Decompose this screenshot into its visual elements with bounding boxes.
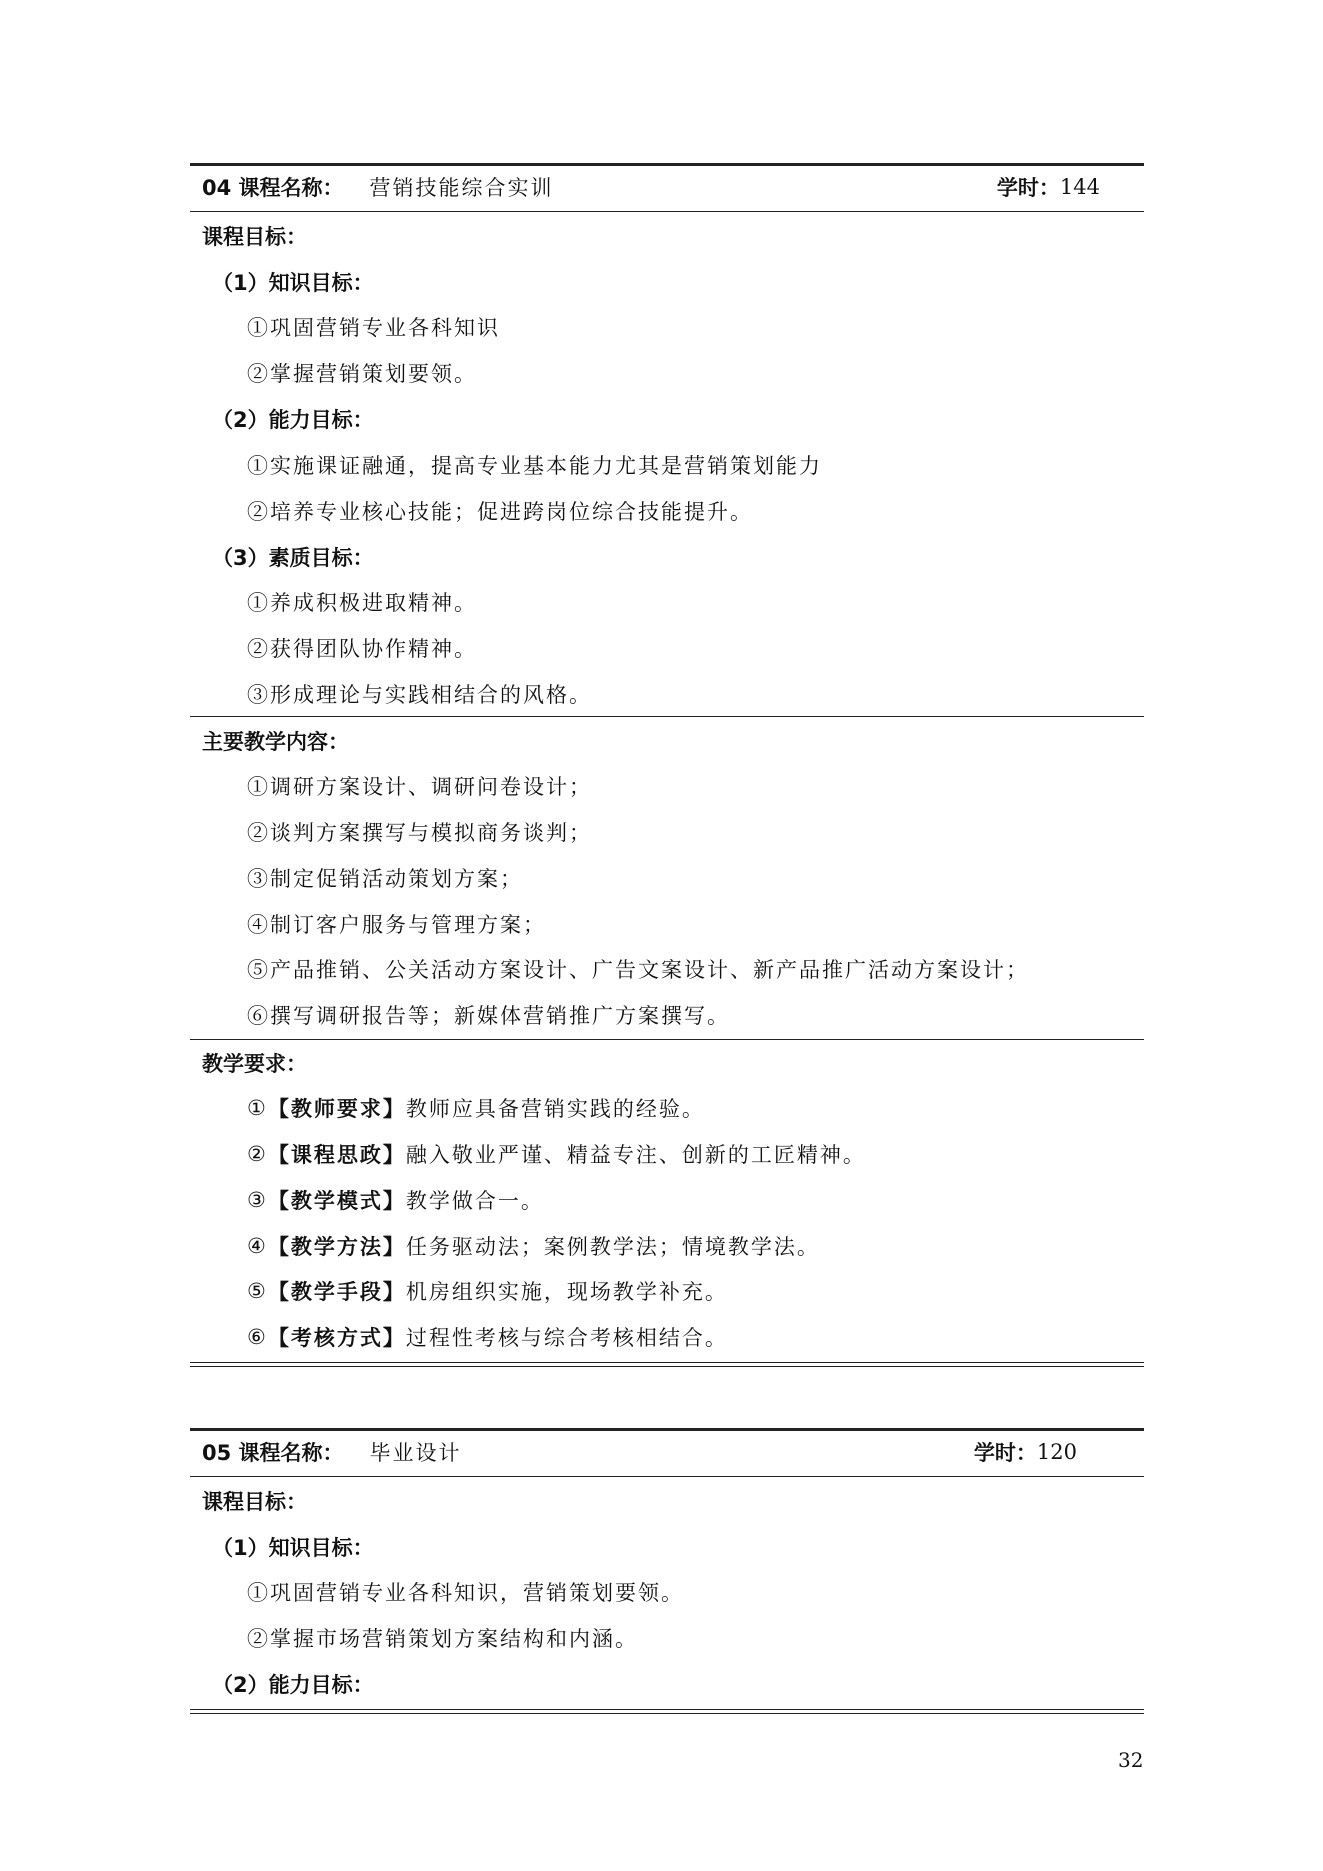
- requirement-item: [190, 1131, 1201, 1177]
- ability-title: （2）能力目标：: [212, 408, 374, 432]
- req-num: ⑥: [247, 1325, 268, 1349]
- req-tag: 【课程思政】: [267, 1143, 406, 1167]
- table-bottom-border: [190, 1713, 1144, 1714]
- req-tag: 【教学手段】: [267, 1280, 406, 1304]
- req-text: 过程性考核与综合考核相结合。: [405, 1326, 728, 1350]
- req-tag: 【教学方法】: [267, 1235, 406, 1259]
- list-item: ①巩固营销专业各科知识: [247, 316, 500, 340]
- hours-label: 学时：: [996, 176, 1060, 200]
- list-item: ⑥撰写调研报告等；新媒体营销推广方案撰写。: [247, 1004, 730, 1028]
- req-tag: 【教学模式】: [267, 1189, 406, 1213]
- req-text: 任务驱动法；案例教学法；情境教学法。: [405, 1235, 820, 1259]
- list-item: ③制定促销活动策划方案；: [247, 867, 523, 891]
- ability-title: （2）能力目标：: [212, 1673, 374, 1697]
- requirement-item: [190, 1314, 1201, 1360]
- course-label: 04 课程名称：: [202, 176, 344, 200]
- row-divider: [190, 211, 1144, 212]
- list-item: ②掌握市场营销策划方案结构和内涵。: [247, 1627, 638, 1651]
- list-item: ①巩固营销专业各科知识，营销策划要领。: [247, 1581, 684, 1605]
- course-label: 05 课程名称：: [202, 1441, 344, 1465]
- table-bottom-border: [190, 1366, 1144, 1367]
- list-item: ①养成积极进取精神。: [247, 591, 477, 615]
- list-item: ②谈判方案撰写与模拟商务谈判；: [247, 821, 592, 845]
- req-num: ③: [247, 1188, 268, 1212]
- list-item: ④制订客户服务与管理方案；: [247, 913, 546, 937]
- req-text: 教师应具备营销实践的经验。: [405, 1097, 705, 1121]
- course-name: 毕业设计: [369, 1441, 462, 1465]
- list-item: ②掌握营销策划要领。: [247, 362, 477, 386]
- req-tag: 【教师要求】: [267, 1097, 406, 1121]
- course-name: 营销技能综合实训: [369, 176, 554, 200]
- list-item: ⑤产品推销、公关活动方案设计、广告文案设计、新产品推广活动方案设计；: [247, 958, 1029, 982]
- list-item: ②培养专业核心技能；促进跨岗位综合技能提升。: [247, 500, 753, 524]
- hours-value: 120: [1036, 1440, 1077, 1464]
- list-item: ③形成理论与实践相结合的风格。: [247, 683, 592, 707]
- requirement-item: [190, 1223, 1201, 1269]
- requirement-item: [190, 1268, 1201, 1314]
- req-num: ①: [247, 1096, 268, 1120]
- req-text: 机房组织实施，现场教学补充。: [405, 1280, 728, 1304]
- page-number: 32: [1118, 1748, 1144, 1772]
- course-hours: [974, 1437, 1077, 1467]
- req-num: ⑤: [247, 1279, 268, 1303]
- content-title: 主要教学内容：: [202, 730, 349, 754]
- req-text: 融入敬业严谨、精益专注、创新的工匠精神。: [405, 1143, 866, 1167]
- hours-value: 144: [1059, 175, 1100, 199]
- requirements-title: 教学要求：: [202, 1052, 307, 1076]
- knowledge-title: （1）知识目标：: [212, 271, 374, 295]
- table-bottom-border: [190, 1709, 1144, 1710]
- course-header: [190, 1429, 1144, 1475]
- table-bottom-border: [190, 1362, 1144, 1363]
- req-text: 教学做合一。: [405, 1189, 544, 1213]
- goals-title: 课程目标：: [202, 225, 307, 249]
- req-tag: 【考核方式】: [267, 1326, 406, 1350]
- row-divider: [190, 1476, 1144, 1477]
- list-item: ②获得团队协作精神。: [247, 637, 477, 661]
- knowledge-title: （1）知识目标：: [212, 1536, 374, 1560]
- requirement-item: [190, 1085, 1201, 1131]
- hours-label: 学时：: [973, 1441, 1037, 1465]
- goals-title: 课程目标：: [202, 1490, 307, 1514]
- course-header: [190, 164, 1144, 210]
- req-num: ②: [247, 1142, 268, 1166]
- quality-title: （3）素质目标：: [212, 546, 374, 570]
- list-item: ①实施课证融通，提高专业基本能力尤其是营销策划能力: [247, 454, 822, 478]
- list-item: ①调研方案设计、调研问卷设计；: [247, 775, 592, 799]
- req-num: ④: [247, 1234, 268, 1258]
- row-divider: [190, 716, 1144, 717]
- course-hours: [997, 172, 1100, 202]
- requirement-item: [190, 1177, 1201, 1223]
